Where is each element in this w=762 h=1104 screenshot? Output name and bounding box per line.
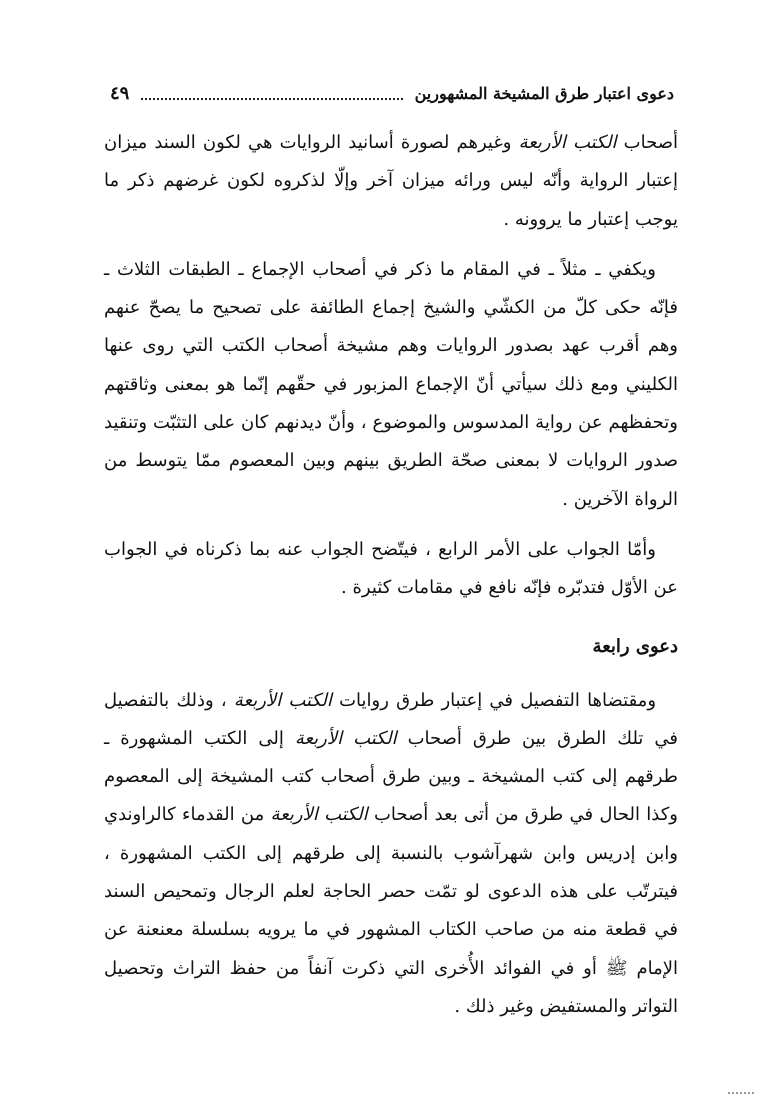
text-segment: إعتبار الرواية وأنّه ليس ورائه ميزان آخر وإلّا لذكروه لكون غرضهم ذكر ما <box>104 170 678 192</box>
page-corner-mark <box>728 1092 754 1094</box>
text-segment: الكتاب المشهور في ما يرويه بسلسلة معنعنة عن الإمام ﷺ أو في الفوائد الأُخرى <box>104 919 678 979</box>
text-segment: وغيرهم لصورة أسانيد الروايات هي لكون السند ميزان <box>104 132 519 153</box>
page-number: ٤٩ <box>110 82 130 104</box>
text-segment: ويكفي ـ مثلاً ـ في المقام ما ذكر في أصحاب الإجماع ـ الطبقات الثلاث ـ فإنّه <box>104 258 678 319</box>
text-segment: ، وذلك بالتفصيل <box>104 689 234 711</box>
paragraph-2 <box>104 251 678 519</box>
text-segment: يوجب إعتبار ما يروونه . <box>503 208 678 230</box>
text-segment: حكى كلّ من الكشّي والشيخ إجماع الطائفة على تصحيح ما يصحّ عنهم وهم أقرب <box>104 297 678 357</box>
text-segment: ومقتضاها التفصيل في إعتبار طرق روايات <box>331 689 657 711</box>
text-segment: في تلك الطرق بين طرق أصحاب <box>396 727 678 749</box>
paragraph-3 <box>104 531 678 608</box>
header-title: دعوى اعتبار طرق المشيخة المشهورين <box>414 83 674 103</box>
section-paragraph <box>104 682 678 1027</box>
text-segment: تمّت حصر الحاجة لعلم الرجال وتمحيص السند في قطعة منه من صاحب <box>104 881 678 941</box>
text-segment: إلى الكتب المشهورة ـ طرقهم إلى <box>104 727 678 788</box>
book-title-italic: الكتب الأربعة <box>233 689 332 711</box>
text-segment: عن الأوّل فتدبّره فإنّه نافع في مقامات كثيرة . <box>341 577 678 599</box>
page-body <box>104 124 678 1026</box>
header-leader-dots <box>141 98 402 100</box>
running-header <box>110 78 674 108</box>
book-title-italic: الكتب الأربعة <box>294 727 397 749</box>
text-segment: عهد بصدور الروايات وهم مشيخة أصحاب الكتب التي روى عنها الكليني ومع <box>104 335 678 395</box>
section-heading: دعوى رابعة <box>592 635 678 657</box>
text-segment: طرق من أتى بعد أصحاب <box>367 804 564 826</box>
text-segment: رواية المدسوس والموضوع ، وأنّ ديدنهم كان على التثبّت وتنقيد صدور الروايات <box>104 412 678 472</box>
text-segment: أصحاب <box>616 132 678 153</box>
text-segment: لا بمعنى صحّة الطريق بينهم وبين المعصوم ممّا يتوسط من الرواة الآخرين . <box>104 450 678 510</box>
text-segment: وأمّا الجواب على الأمر الرابع ، فيتّضح الجواب عنه بما ذكرناه في الجواب <box>104 538 656 560</box>
text-segment: من القدماء كالراوندي وابن إدريس وابن <box>104 804 678 864</box>
text-segment: ذلك سيأتي أنّ الإجماع المزبور في حقّهم إنّما هو بمعنى وثاقتهم وتحفظهم عن <box>104 373 678 434</box>
text-segment: كتب المشيخة ـ وبين طرق أصحاب كتب المشيخة إلى المعصوم وكذا الحال في <box>104 766 679 826</box>
book-title-italic: الكتب الأربعة <box>518 132 617 153</box>
text-segment: التي ذكرت آنفاً من حفظ التراث وتحصيل التواتر والمستفيض وغير ذلك . <box>104 957 678 1017</box>
book-title-italic: الكتب الأربعة <box>270 804 368 826</box>
text-segment: شهرآشوب بالنسبة إلى طرقهم إلى الكتب المشهورة ، فيترتّب على هذه الدعوى لو <box>104 842 679 903</box>
paragraph-1 <box>104 124 678 239</box>
